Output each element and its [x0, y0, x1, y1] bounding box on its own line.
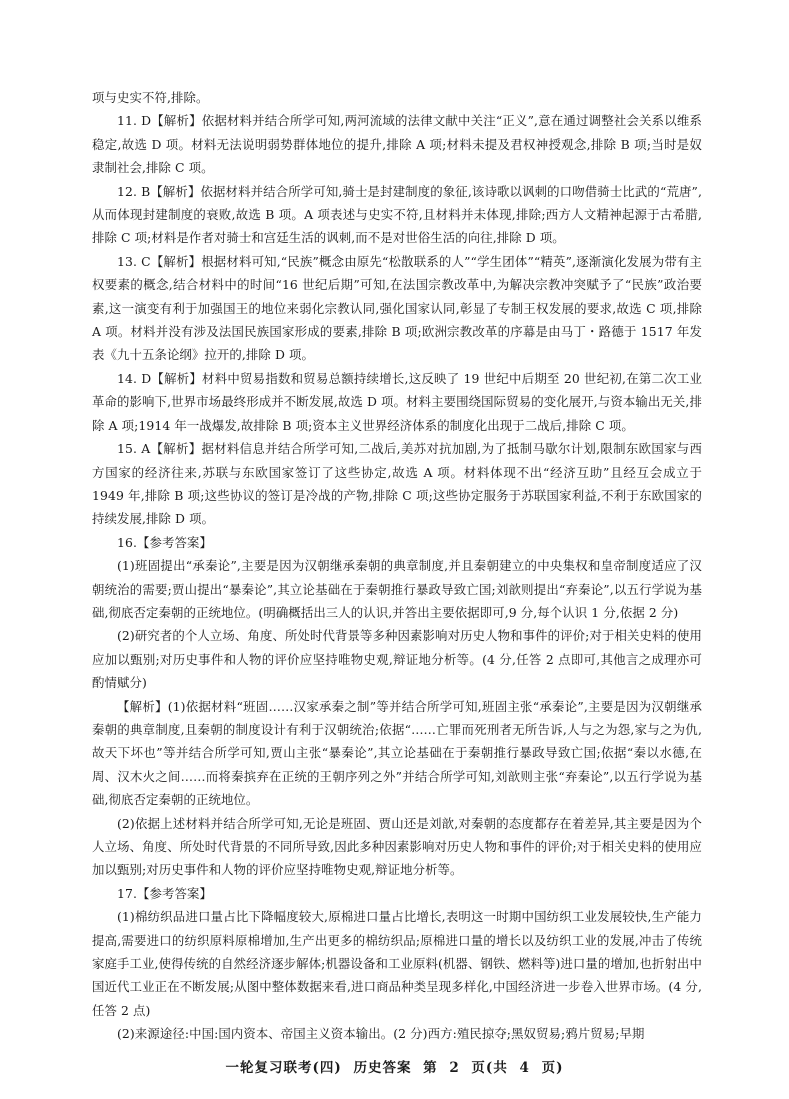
answer-12: 12. B【解析】依据材料并结合所学可知,骑士是封建制度的象征,该诗歌以讽刺的口吻借骑士比武的“荒唐”,从而体现封建制度的衰败,故选 B 项。A 项表述与史实不符,且材料并未体现,排除;西方人文精神起源于古希腊,排除 C 项;材料是作者对骑士和宫廷生活的讽刺,而不是对世俗生活的向往,排除 D 项。 — [92, 183, 702, 246]
answer-text-body — [92, 86, 702, 1046]
answer-16-heading: 16.【参考答案】 — [117, 534, 212, 550]
answer-17-heading: 17.【参考答案】 — [117, 885, 212, 901]
answer-15: 15. A【解析】据材料信息并结合所学可知,二战后,美苏对抗加剧,为了抵制马歇尔计划,限制东欧国家与西方国家的经济往来,苏联与东欧国家签订了这些协定,故选 A 项。材料体现不出“经济互助”且经互会成立于 1949 年,排除 B 项;这些协议的签订是冷战的产物,排除 C 项;这些协定服务于苏联国家利益,不利于东欧国家的持续发展,排除 D 项。 — [92, 441, 702, 527]
paragraph-0: 项与史实不符,排除。 — [92, 90, 209, 105]
answer-16-part-2: (2)研究者的个人立场、角度、所处时代背景等多种因素影响对历史人物和事件的评价;对于相关史料的使用应加以甄别;对历史事件和人物的评价应坚持唯物史观,辩证地分析等。(4 分,任答 2 点即可,其他言之成理亦可酌情赋分) — [92, 628, 702, 691]
answer-16-analysis-1: 【解析】(1)依据材料“班固……汉家承秦之制”等并结合所学可知,班固主张“承秦论”,主要是因为汉朝继承秦朝的典章制度,且秦朝的制度设计有利于汉朝统治;依据“……亡罪而死刑者无所告诉,人与之为怨,家与之为仇,故天下坏也”等并结合所学可知,贾山主张“暴秦论”,其立论基础在于秦朝推行暴政导致亡国;依据“秦以水德,在周、汉木火之间……而将秦摈弃在正统的王朝序列之外”并结合所学可知,刘歆则主张“弃秦论”,以五行学说为基础,彻底否定秦朝的正统地位。 — [92, 698, 702, 808]
page-footer: 一轮复习联考(四) 历史答案 第 2 页(共 4 页) — [225, 1060, 564, 1076]
answer-17-part-1: (1)棉纺织品进口量占比下降幅度较大,原棉进口量占比增长,表明这一时期中国纺织工业发展较快,生产能力提高,需要进口的纺织原料原棉增加,生产出更多的棉纺织品;原棉进口量的增长以及纺织工业的发展,冲击了传统家庭手工业,使得传统的自然经济逐步解体;机器设备和工业原料(机器、钢铁、燃料等)进口量的增加,也折射出中国近代工业正在不断发展;从图中整体数据来看,进口商品种类呈现多样化,中国经济进一步卷入世界市场。(4 分,任答 2 点) — [92, 909, 702, 1018]
answer-11: 11. D【解析】依据材料并结合所学可知,两河流域的法律文献中关注“正义”,意在通过调整社会关系以维系稳定,故选 D 项。材料无法说明弱势群体地位的提升,排除 A 项;材料未提及君权神授观念,排除 B 项;当时是奴隶制社会,排除 C 项。 — [92, 113, 702, 176]
answer-16-part-1: (1)班固提出“承秦论”,主要是因为汉朝继承秦朝的典章制度,并且秦朝建立的中央集权和皇帝制度适应了汉朝统治的需要;贾山提出“暴秦论”,其立论基础在于秦朝推行暴政导致亡国;刘歆则提出“弃秦论”,以五行学说为基础,彻底否定秦朝的正统地位。(明确概括出三人的认识,并答出主要依据即可,9 分,每个认识 1 分,依据 2 分) — [92, 558, 702, 620]
answer-17-part-2: (2)来源途径:中国:国内资本、帝国主义资本输出。(2 分)西方:殖民掠夺;黑奴贸易;鸦片贸易;早期 — [117, 1026, 645, 1042]
answer-16-analysis-2: (2)依据上述材料并结合所学可知,无论是班固、贾山还是刘歆,对秦朝的态度都存在着差异,其主要是因为个人立场、角度、所处时代背景的不同所导致,因此多种因素影响对历史人物和事件的评价;对于相关史料的使用应加以甄别;对历史事件和人物的评价应坚持唯物史观,辩证地分析等。 — [92, 815, 702, 878]
answer-14: 14. D【解析】材料中贸易指数和贸易总额持续增长,这反映了 19 世纪中后期至 20 世纪初,在第二次工业革命的影响下,世界市场最终形成并不断发展,故选 D 项。材料主要围绕国际贸易的变化展开,与资本输出无关,排除 A 项;1914 年一战爆发,故排除 B 项;资本主义世界经济体系的制度化出现于二战后,排除 C 项。 — [92, 370, 702, 433]
answer-13: 13. C【解析】根据材料可知,“民族”概念由原先“松散联系的人”“学生团体”“精英”,逐渐演化发展为带有主权要素的概念,结合材料中的时间“16 世纪后期”可知,在法国宗教改革中,为解决宗教冲突赋予了“民族”政治要素,这一演变有利于加强国王的地位来弱化宗教认同,强化国家认同,彰显了专制王权发展的要求,故选 C 项,排除 A 项。材料并没有涉及法国民族国家形成的要素,排除 B 项;欧洲宗教改革的序幕是由马丁・路德于 1517 年发表《九十五条论纲》拉开的,排除 D 项。 — [92, 253, 702, 363]
